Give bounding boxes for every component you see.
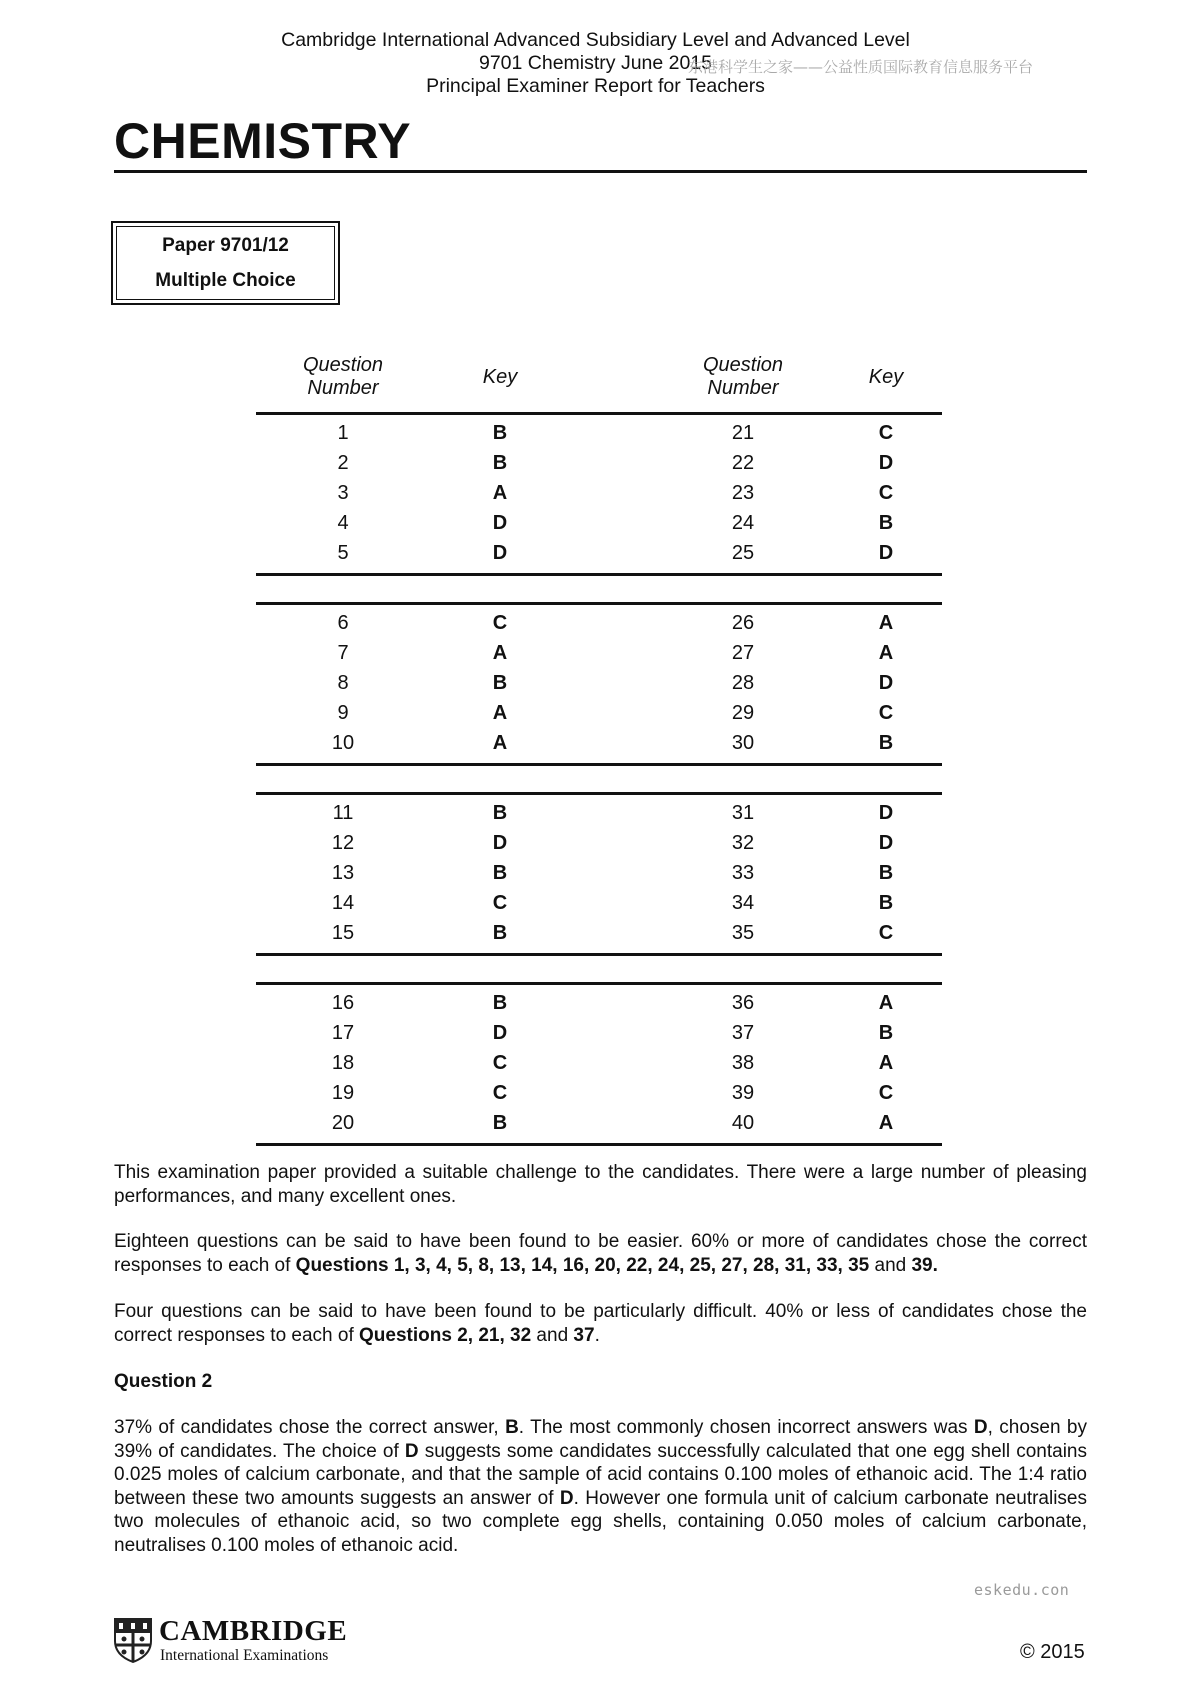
answer-key: C (492, 892, 508, 914)
answer-key: A (878, 642, 894, 664)
group-gap (256, 576, 942, 602)
question-number: 33 (731, 862, 755, 884)
question-number: 40 (731, 1112, 755, 1134)
answer-key-row (256, 988, 942, 1018)
answer-key-body (256, 412, 942, 1146)
answer-key-row (256, 418, 942, 448)
answer-key: B (492, 672, 508, 694)
q2-answer-b: B (505, 1417, 519, 1438)
answer-key: C (492, 1052, 508, 1074)
question-number: 28 (731, 672, 755, 694)
answer-key-row (256, 1108, 942, 1138)
question-number: 13 (331, 862, 355, 884)
answer-key: B (878, 1022, 894, 1044)
answer-key-group (256, 795, 942, 953)
question-number: 26 (731, 612, 755, 634)
q2-text-c: . The most commonly chosen incorrect answers was (518, 1417, 974, 1438)
question-number: 38 (731, 1052, 755, 1074)
question-number: 2 (337, 452, 349, 474)
question-number: 7 (337, 642, 349, 664)
group-gap (256, 766, 942, 792)
question-number: 32 (731, 832, 755, 854)
header-line-2: 9701 Chemistry June 2015 (478, 52, 713, 74)
header-question-number-right (656, 354, 830, 400)
answer-key-row (256, 698, 942, 728)
answer-key: D (492, 512, 508, 534)
answer-key-row (256, 668, 942, 698)
question-number: 34 (731, 892, 755, 914)
answer-key-group (256, 415, 942, 573)
question-2-heading: Question 2 (114, 1371, 213, 1392)
answer-key-table (256, 354, 942, 1146)
answer-key-row (256, 638, 942, 668)
easier-text: Eighteen questions can be said to have been found to be easier. 60% or more of candidates chose the correct responses to each of (114, 1231, 1087, 1276)
answer-key-header (256, 354, 942, 412)
answer-key: B (492, 862, 508, 884)
answer-key: C (878, 922, 894, 944)
question-number: 19 (331, 1082, 355, 1104)
answer-key: B (492, 992, 508, 1014)
answer-key: B (878, 732, 894, 754)
easier-and: and (869, 1254, 912, 1276)
answer-key-row (256, 508, 942, 538)
answer-key: C (878, 422, 894, 444)
answer-key: D (878, 802, 894, 824)
paper-number: Paper 9701/12 (162, 235, 289, 256)
header-question-number-line: Number (307, 377, 379, 399)
question-number: 6 (337, 612, 349, 634)
question-number: 39 (731, 1082, 755, 1104)
question-number: 25 (731, 542, 755, 564)
q2-answer-d-2: D (404, 1440, 419, 1462)
answer-key: B (492, 802, 508, 824)
cambridge-logo (113, 1617, 353, 1667)
header-key-right: Key (868, 366, 904, 388)
header-question-number-line: Number (707, 377, 779, 399)
group-gap (256, 956, 942, 982)
answer-key: A (492, 642, 508, 664)
answer-key-group (256, 985, 942, 1143)
difficult-question-last: 37 (573, 1324, 595, 1346)
question-2-paragraph (114, 1416, 1087, 1557)
header-key-left: Key (482, 366, 518, 388)
answer-key: D (878, 672, 894, 694)
answer-key-row (256, 828, 942, 858)
q2-text-e: , chosen by 39% of candidates. The choice of (114, 1417, 1087, 1462)
question-number: 10 (331, 732, 355, 754)
question-number: 22 (731, 452, 755, 474)
question-number: 16 (331, 992, 355, 1014)
header-line-3: Principal Examiner Report for Teachers (426, 75, 765, 97)
answer-key: D (492, 542, 508, 564)
answer-key-row (256, 1048, 942, 1078)
answer-key: A (492, 702, 508, 724)
answer-key: B (492, 1112, 508, 1134)
question-number: 23 (731, 482, 755, 504)
question-number: 5 (337, 542, 349, 564)
difficult-and: and (531, 1324, 574, 1346)
question-number: 29 (731, 702, 755, 724)
logo-name: CAMBRIDGE (159, 1615, 348, 1647)
answer-key: A (492, 732, 508, 754)
answer-key: A (878, 992, 894, 1014)
watermark-text: 东港科学生之家——公益性质国际教育信息服务平台 (688, 58, 1034, 76)
q2-answer-d-1: D (973, 1417, 988, 1438)
easier-question-list: Questions 1, 3, 4, 5, 8, 13, 14, 16, 20, 22, 24, 25, 27, 28, 31, 33, 35 (295, 1254, 870, 1276)
answer-key: B (492, 422, 508, 444)
answer-key-row (256, 1018, 942, 1048)
question-number: 4 (337, 512, 349, 534)
question-number: 27 (731, 642, 755, 664)
question-number: 11 (332, 802, 354, 824)
answer-key: B (878, 862, 894, 884)
question-number: 18 (331, 1052, 355, 1074)
question-number: 35 (731, 922, 755, 944)
answer-key: B (492, 452, 508, 474)
answer-key-row (256, 888, 942, 918)
answer-key-row (256, 1078, 942, 1108)
answer-key-row (256, 858, 942, 888)
question-number: 24 (731, 512, 755, 534)
answer-key-row (256, 448, 942, 478)
question-number: 17 (331, 1022, 355, 1044)
question-number: 1 (337, 422, 349, 444)
q2-text-a: 37% of candidates chose the correct answer, (114, 1417, 506, 1438)
answer-key-group (256, 605, 942, 763)
difficult-end: . (594, 1324, 600, 1346)
difficult-text: Four questions can be said to have been found to be particularly difficult. 40% or less of candidates chose the correct responses to each of (114, 1301, 1087, 1346)
answer-key: A (878, 1052, 894, 1074)
answer-key: D (492, 832, 508, 854)
answer-key-row (256, 798, 942, 828)
q2-text-g: . However one formula unit of calcium carbonate neutralises two molecules of ethanoic acid, so two complete egg shells, containing 0.050 moles of calcium carbonate, neutralises 0.100 moles of ethanoic acid. (114, 1487, 1087, 1556)
answer-key: C (878, 482, 894, 504)
question-number: 8 (337, 672, 349, 694)
answer-key-row (256, 728, 942, 758)
intro-paragraph: This examination paper provided a suitable challenge to the candidates. There were a large number of pleasing performances, and many excellent ones. (114, 1162, 1087, 1207)
header-question-number-line: Question (702, 354, 784, 376)
paper-type: Multiple Choice (155, 270, 296, 291)
answer-key: A (878, 612, 894, 634)
question-number: 37 (731, 1022, 755, 1044)
answer-key-row (256, 478, 942, 508)
question-number: 31 (731, 802, 755, 824)
header-question-number-line: Question (302, 354, 384, 376)
header-line-1: Cambridge International Advanced Subsidiary Level and Advanced Level (281, 29, 910, 51)
cambridge-shield-icon (113, 1617, 153, 1663)
answer-key: D (492, 1022, 508, 1044)
answer-key: B (492, 922, 508, 944)
question-number: 21 (731, 422, 755, 444)
question-number: 20 (331, 1112, 355, 1134)
answer-key: A (878, 1112, 894, 1134)
easier-questions-paragraph (114, 1230, 1087, 1277)
answer-key: A (492, 482, 508, 504)
answer-key: D (878, 542, 894, 564)
answer-key: C (878, 1082, 894, 1104)
answer-key-row (256, 608, 942, 638)
question-number: 15 (331, 922, 355, 944)
table-rule (256, 1143, 942, 1146)
question-number: 14 (331, 892, 355, 914)
header-question-number-left (256, 354, 430, 400)
answer-key: C (878, 702, 894, 724)
answer-key: B (878, 512, 894, 534)
answer-key: D (878, 832, 894, 854)
page-title: CHEMISTRY (114, 113, 412, 169)
q2-text-f: suggests some candidates successfully calculated that one egg shell contains 0.025 moles of calcium carbonate, and that the sample of acid contains 0.100 moles of ethanoic acid. The 1:4 ratio between these two amounts suggests an answer of (114, 1440, 1087, 1509)
question-number: 9 (337, 702, 349, 724)
site-watermark: eskedu.con (974, 1581, 1070, 1599)
paper-box (111, 221, 340, 305)
answer-key: B (878, 892, 894, 914)
answer-key: C (492, 1082, 508, 1104)
logo-subtitle: International Examinations (160, 1647, 329, 1664)
easier-question-last: 39. (911, 1254, 938, 1276)
answer-key: D (878, 452, 894, 474)
answer-key: C (492, 612, 508, 634)
question-number: 3 (337, 482, 349, 504)
q2-answer-d-3: D (559, 1487, 574, 1509)
question-number: 36 (731, 992, 755, 1014)
answer-key-row (256, 918, 942, 948)
question-number: 30 (731, 732, 755, 754)
answer-key-row (256, 538, 942, 568)
difficult-question-list: Questions 2, 21, 32 (359, 1324, 532, 1346)
difficult-questions-paragraph (114, 1300, 1087, 1347)
title-rule (114, 170, 1087, 173)
question-number: 12 (331, 832, 355, 854)
copyright: © 2015 (1020, 1641, 1085, 1663)
